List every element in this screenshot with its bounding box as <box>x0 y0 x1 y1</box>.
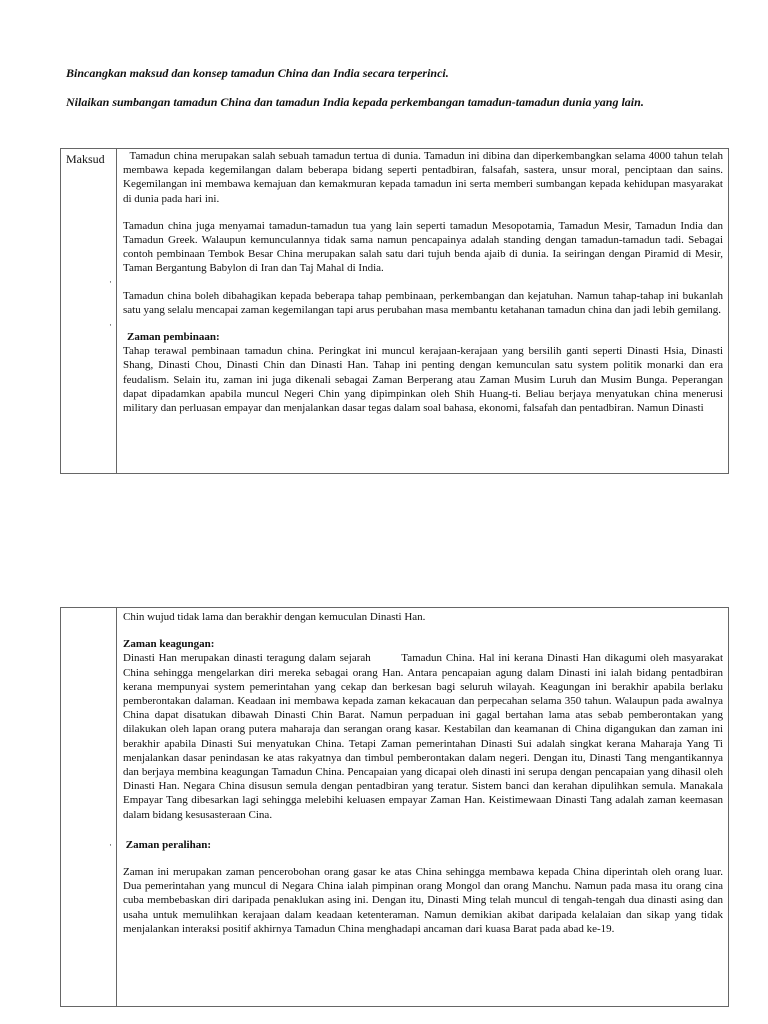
section-keagungan <box>123 637 726 822</box>
question-2: Nilaikan sumbangan tamadun China dan tamadun India kepada perkembangan tamadun-tamadun dunia yang lain. <box>66 95 644 109</box>
row-label-empty <box>61 608 117 1006</box>
answer-table-2 <box>60 607 729 1007</box>
paragraph-comparison: Tamadun china juga menyamai tamadun-tamadun tua yang lain seperti tamadun Mesopotamia, Tamadun Mesir, Tamadun India dan Tamadun Greek. Walaupun kemunculannya tidak sama namun pencapainya adalah standing dengan tamadun-tamadun tadi. Sebagai contoh pembinaan Tembok Besar China merupakan salah satu dari tujuh benda ajaib di dunia. Ia seiringan dengan Piramid di Mesir, Taman Bergantung Babylon di Iran dan Taj Mahal di India. <box>123 219 723 275</box>
paragraph-pembinaan: Tahap terawal pembinaan tamadun china. Peringkat ini muncul kerajaan-kerajaan yang bersilih ganti seperti Dinasti Hsia, Dinasti Shang, Dinasti Chou, Dinasti Chin dan Dinasti Han. Tahap ini penting dengan kemunculan satu system politik monarki dan era feudalism. Selain itu, zaman ini juga dikenali sebagai Zaman Berperang atau Zaman Musim Luruh dan Musim Bunga. Peperangan dapat dipadamkan apabila muncul Negeri Chin yang dipimpinkan oleh Shih Huang-ti. Beliau berjaya menyatukan china menerusi military dan perluasan empayar dan menjalankan dasar tegas dalam soal bahasa, ekonomi, falsafah dan pentadbiran. Namun Dinasti <box>123 345 723 415</box>
paragraph-stages: Tamadun china boleh dibahagikan kepada beberapa tahap pembinaan, perkembangan dan kejatuhan. Namun tahap-tahap ini bukanlah satu yang selalu mencapai zaman kegemilangan tapi arus perubahan masa membantu ketahanan tamadun china dan jadi lebih gemilang. <box>123 289 723 316</box>
section-peralihan <box>109 838 723 936</box>
answer-table-1 <box>60 148 729 474</box>
bullet-icon: · <box>109 320 112 331</box>
paragraph-peralihan: Zaman ini merupakan zaman pencerobohan orang gasar ke atas China sehingga membawa kepada China diperintah oleh orang luar. Dua pemerintahan yang muncul di Negara China ialah pimpinan orang Mongol dan orang Manchu. Namun pada masa itu orang cina cuba membebaskan diri daripada penaklukan asing ini. Dengan itu, Dinasti Ming telah muncul di tengah-tengah dua dinasti asing dan usaha untuk memulihkan kerajaan dalam keadaan ketenteraman. Namun demikian akibat daripada kelalaian dan sikap yang tidak menjalankan interaksi positif akhirnya Tamadun China menghadapi ancaman dari kuasa Barat pada abad ke-19. <box>123 866 723 935</box>
paragraph-keagungan: Dinasti Han merupakan dinasti teragung dalam sejarah Tamadun China. Hal ini kerana Dinasti Han dikagumi oleh masyarakat China sehingga mengelarkan diri mereka sebagai orang Han. Antara pencapaian agung dalam Dinasti ini ialah bidang pentadbiran kerana mempunyai system pemerintahan yang cekap dan berkesan bagi seluruh wilayah. Keagungan ini berakhir apabila berlaku pemberontakan dalaman. Keadaan ini membawa kepada zaman kekacauan dan perpecahan selama 350 tahun. Walaupun pada awalnya China dapat disatukan dibawah Dinasti Chin Barat. Namun perpaduan ini gagal bertahan lama atas sebab pemberontakan yang dilakukan oleh lapan orang putera maharaja dan serangan orang kasar. Kestabilan dan keamanan di China digangukan dan zaman ini berakhir apabila Dinasti Sui menyatukan China. Tetapi Zaman pemerintahan Dinasti Sui adalah singkat kerana Maharaja Yang Ti menjalankan dasar penindasan ke atas rakyatnya dan timbul pemberontakan dalam negeri. Dengan itu, Dinasti Tang mengantikannya dan berjaya membina keagungan Tamadun China. Pencapaian yang dicapai oleh dinasti ini serupa dengan pencapaian yang dihasil oleh Dinasti Han. Negara China disusun semula dengan pentadbiran yang teratur. Sistem banci dan kerahan dipulihkan semula. Manakala Empayar Tang dibesarkan lagi sehingga melebihi keluasen empayar Zaman Han. Keistimewaan Dinasti Tang adalah zaman keemasan dalam bidang kesusasteraan Cina. <box>123 652 726 821</box>
row-label-maksud: Maksud <box>61 149 117 473</box>
heading-zaman-peralihan: Zaman peralihan: <box>123 838 212 851</box>
answer-content-2 <box>109 608 728 1006</box>
paragraph-chin-end: Chin wujud tidak lama dan berakhir dengan kemuculan Dinasti Han. <box>123 611 426 623</box>
bullet-row-2 <box>123 219 723 276</box>
bullet-row-4 <box>109 320 723 415</box>
heading-zaman-pembinaan: Zaman pembinaan: <box>127 331 220 344</box>
answer-content-1 <box>109 149 728 473</box>
bullet-icon: · <box>109 276 112 287</box>
paragraph-intro: Tamadun china merupakan salah sebuah tamadun tertua di dunia. Tamadun ini dibina dan diperkembangkan selama 4000 tahun telah membawa kepada kegemilangan dalam beberapa bidang seperti pentadbiran, falsafah, sastera, unsur moral, penciptaan dan sains. Kegemilangan ini membawa kemajuan dan kemakmuran kepada tamadun ini serta memberi sumbangan kepada kehidupan masyarakat di dunia pada hari ini. <box>123 150 726 205</box>
heading-zaman-keagungan: Zaman keagungan: <box>123 638 215 651</box>
bullet-icon: · <box>109 839 112 850</box>
bullet-row-3 <box>109 276 723 317</box>
question-1: Bincangkan maksud dan konsep tamadun China dan India secara terperinci. <box>66 66 449 80</box>
